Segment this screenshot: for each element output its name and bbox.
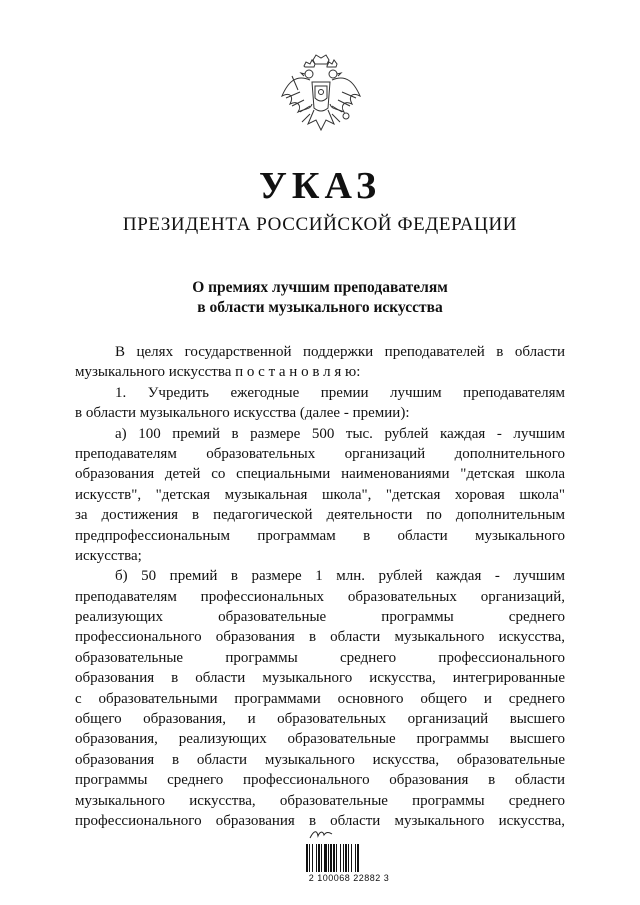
body-line: образования детей со специальными наименованиями "детская школа [75, 466, 565, 483]
barcode [306, 844, 388, 884]
barcode-bar [324, 844, 327, 872]
document-heading-line: в области музыкального искусства [197, 299, 443, 316]
page-subtitle: ПРЕЗИДЕНТА РОССИЙСКОЙ ФЕДЕРАЦИИ [122, 214, 518, 235]
barcode-bar [357, 844, 359, 872]
barcode-bar [330, 844, 332, 872]
body-line: музыкального искусства, образовательные программы среднего [75, 792, 565, 809]
body-line: преподавателям образовательных организаций дополнительного [75, 445, 565, 462]
barcode-bar [333, 844, 335, 872]
body-line: В целях государственной поддержки преподавателей в области [115, 344, 565, 360]
document-heading-line: О премиях лучшим преподавателям [192, 279, 448, 296]
barcode-bar [312, 844, 313, 872]
barcode-bar [336, 844, 337, 872]
barcode-bar [306, 844, 308, 872]
barcode-bar [345, 844, 347, 872]
body-line: программы среднего профессионального образования в области [75, 772, 565, 789]
signature-mark-icon [308, 828, 334, 840]
body-line: образовательные программы среднего профессионального [75, 649, 565, 666]
barcode-bar [321, 844, 322, 872]
double-headed-eagle-emblem-icon [276, 52, 366, 144]
body-line: преподавателям профессиональных образовательных организаций, [75, 588, 565, 605]
barcode-bar [316, 844, 317, 872]
barcode-bar [351, 844, 352, 872]
page-title: УКАЗ [259, 165, 381, 207]
barcode-bars-icon [306, 844, 388, 872]
body-line: образования в области музыкального искусства, интегрированные [75, 670, 565, 687]
body-line: профессионального образования в области музыкального искусства, [75, 629, 565, 646]
body-line: искусств", "детская музыкальная школа", "детская хоровая школа" [75, 486, 565, 503]
barcode-bar [355, 844, 356, 872]
document-heading [0, 278, 640, 318]
body-line: 1. Учредить ежегодные премии лучшим преподавателям [115, 384, 565, 401]
body-line: образования в области музыкального искусства, образовательные [75, 751, 565, 768]
barcode-number: 2 100068 22882 3 [308, 873, 390, 883]
body-line: профессионального образования в области музыкального искусства, [75, 812, 565, 829]
body-line: за достижения в педагогической деятельности по дополнительным [75, 507, 565, 524]
barcode-bar [309, 844, 310, 872]
body-line: искусства; [75, 547, 142, 564]
body-line: предпрофессиональным программам в области музыкального [75, 527, 565, 544]
footer [0, 828, 640, 888]
barcode-bar [348, 844, 349, 872]
body-line: б) 50 премий в размере 1 млн. рублей каждая - лучшим [115, 568, 565, 585]
document-body [75, 342, 565, 831]
body-line: реализующих образовательные программы среднего [75, 609, 565, 626]
body-line: а) 100 премий в размере 500 тыс. рублей каждая - лучшим [115, 425, 565, 442]
barcode-bar [318, 844, 320, 872]
body-line: с образовательными программами основного общего и среднего [75, 690, 565, 707]
body-line: образования, реализующих образовательные программы высшего [75, 731, 565, 748]
body-line: музыкального искусства п о с т а н о в л я ю: [75, 364, 361, 381]
barcode-bar [328, 844, 329, 872]
body-line: в области музыкального искусства (далее - премии): [75, 405, 410, 422]
barcode-bar [343, 844, 344, 872]
body-line: общего образования, и образовательных организаций высшего [75, 711, 565, 728]
barcode-bar [340, 844, 341, 872]
